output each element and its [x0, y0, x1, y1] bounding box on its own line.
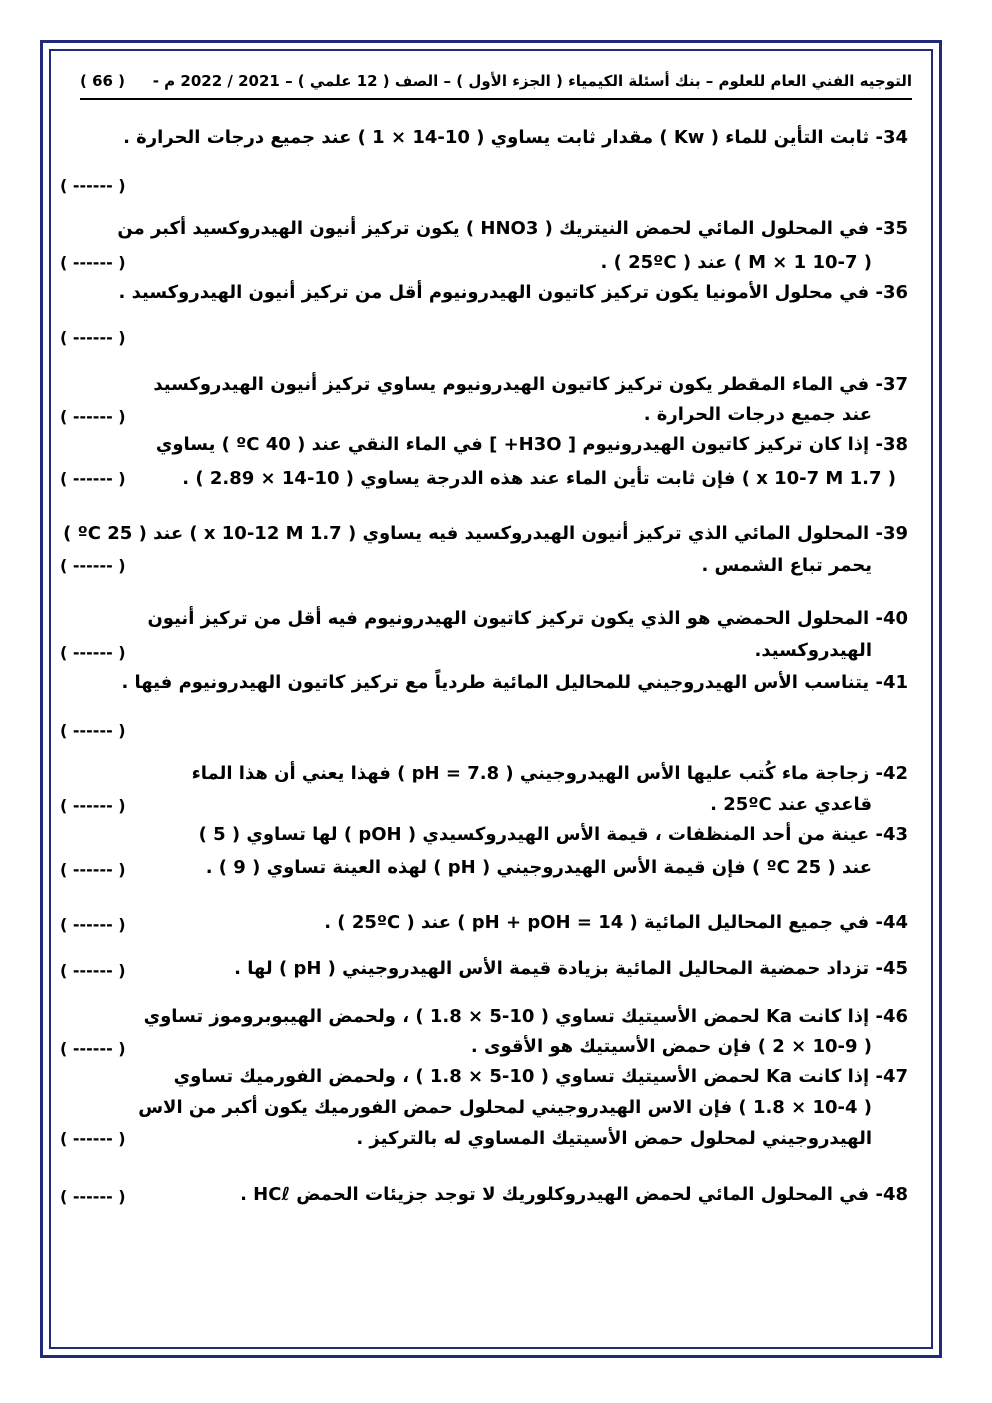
answer-box-38[interactable]: ( ------ ): [60, 469, 126, 488]
question-44: 44- في جميع المحاليل المائية ( pH + pOH = 14 ) عند ( 25ºC ) .: [324, 912, 908, 933]
question-43: 43- عينة من أحد المنظفات ، قيمة الأس الهيدروكسيدي ( pOH ) لها تساوي ( 5 ): [198, 824, 908, 845]
question-41: 41- يتناسب الأس الهيدروجيني للمحاليل المائية طردياً مع تركيز كاتيون الهيدرونيوم فيها .: [121, 672, 908, 693]
answer-box-36[interactable]: ( ------ ): [60, 328, 126, 347]
answer-box-45[interactable]: ( ------ ): [60, 961, 126, 980]
question-37: 37- في الماء المقطر يكون تركيز كاتيون الهيدرونيوم يساوي تركيز أنيون الهيدروكسيد: [153, 374, 908, 395]
question-36: 36- في محلول الأمونيا يكون تركيز كاتيون الهيدرونيوم أقل من تركيز أنيون الهيدروكسيد .: [118, 282, 908, 303]
answer-box-46[interactable]: ( ------ ): [60, 1039, 126, 1058]
question-40-cont: الهيدروكسيد.: [754, 640, 872, 661]
question-47-cont-2: الهيدروجيني لمحلول حمض الأسيتيك المساوي له بالتركيز .: [356, 1128, 872, 1149]
answer-box-35[interactable]: ( ------ ): [60, 253, 126, 272]
answer-box-47[interactable]: ( ------ ): [60, 1129, 126, 1148]
question-43-cont: عند ( 25 ºC ) فإن قيمة الأس الهيدروجيني ( pH ) لهذه العينة تساوي ( 9 ) .: [205, 857, 872, 878]
question-38-cont: ( 1.7 x 10-7 M ) فإن ثابت تأين الماء عند هذه الدرجة يساوي ( 10-14 × 2.89 ) .: [182, 468, 896, 489]
question-46-cont: ( 10-9 × 2 ) فإن حمض الأسيتيك هو الأقوى .: [470, 1036, 872, 1057]
answer-box-44[interactable]: ( ------ ): [60, 915, 126, 934]
question-46: 46- إذا كانت Ka لحمض الأسيتيك تساوي ( 10-5 × 1.8 ) ، ولحمض الهيبوبروموز تساوي: [143, 1006, 908, 1027]
question-38: 38- إذا كان تركيز كاتيون الهيدرونيوم [ H3O+ ] في الماء النقي عند ( 40 ºC ) يساوي: [155, 434, 908, 455]
question-37-cont: عند جميع درجات الحرارة .: [643, 404, 872, 425]
question-45: 45- تزداد حمضية المحاليل المائية بزيادة قيمة الأس الهيدروجيني ( pH ) لها .: [234, 958, 908, 979]
page-header: [80, 72, 912, 100]
page-border-inner: [49, 49, 933, 1349]
question-40: 40- المحلول الحمضي هو الذي يكون تركيز كاتيون الهيدرونيوم فيه أقل من تركيز أنيون: [147, 608, 908, 629]
question-48: 48- في المحلول المائي لحمض الهيدروكلوريك لا توجد جزيئات الحمض HCℓ .: [240, 1184, 908, 1205]
question-39: 39- المحلول المائي الذي تركيز أنيون الهيدروكسيد فيه يساوي ( 1.7 x 10-12 M ) عند ( 25 ºC ): [63, 523, 908, 544]
question-34: 34- ثابت التأين للماء ( Kw ) مقدار ثابت يساوي ( 10-14 × 1 ) عند جميع درجات الحرارة .: [123, 127, 908, 148]
header-title: التوجيه الفني العام للعلوم – بنك أسئلة الكيمياء ( الجزء الأول ) – الصف ( 12 علمي ) – 2021 / 2022 م -: [152, 72, 912, 90]
page-number: ( 66 ): [80, 72, 126, 90]
answer-box-34[interactable]: ( ------ ): [60, 176, 126, 195]
question-39-cont: يحمر تباع الشمس .: [701, 555, 872, 576]
answer-box-37[interactable]: ( ------ ): [60, 407, 126, 426]
question-42-cont: قاعدي عند 25ºC .: [710, 794, 872, 815]
question-47-cont: ( 10-4 × 1.8 ) فإن الاس الهيدروجيني لمحلول حمض الفورميك يكون أكبر من الاس: [138, 1097, 872, 1118]
question-42: 42- زجاجة ماء كُتب عليها الأس الهيدروجيني ( pH = 7.8 ) فهذا يعني أن هذا الماء: [191, 763, 908, 784]
question-35: 35- في المحلول المائي لحمض النيتريك ( HNO3 ) يكون تركيز أنيون الهيدروكسيد أكبر من: [117, 218, 908, 239]
question-35-cont: ( 10-7 M × 1 ) عند ( 25ºC ) .: [600, 252, 872, 273]
question-47: 47- إذا كانت Ka لحمض الأسيتيك تساوي ( 10-5 × 1.8 ) ، ولحمض الفورميك تساوي: [173, 1066, 908, 1087]
answer-box-41[interactable]: ( ------ ): [60, 721, 126, 740]
answer-box-43[interactable]: ( ------ ): [60, 860, 126, 879]
answer-box-42[interactable]: ( ------ ): [60, 796, 126, 815]
answer-box-48[interactable]: ( ------ ): [60, 1187, 126, 1206]
answer-box-40[interactable]: ( ------ ): [60, 643, 126, 662]
answer-box-39[interactable]: ( ------ ): [60, 556, 126, 575]
